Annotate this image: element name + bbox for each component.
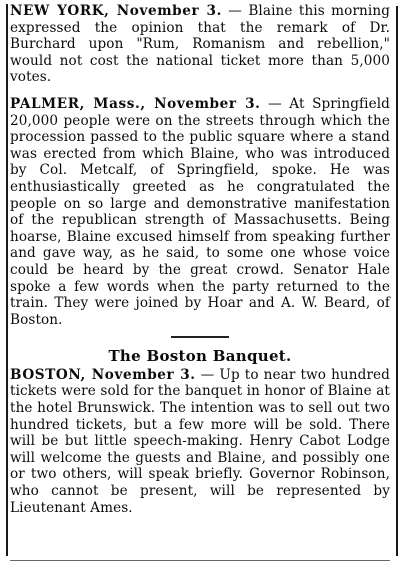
article-boston-text: — Up to near two hundred tickets were sold for the banquet in honor of Blaine at the hotel Brunswick. The intention was to sell out two hundred tickets, but a few more will be sold. There will be but little speech-making. Henry Cabot Lodge will welcome the guests and Blaine, and possibly one or two others, will speak briefly. Governor Robinson, who cannot be present, will be represented by Lieutenant Ames. [10,366,390,516]
article-new-york-text: — Blaine this morning expressed the opinion that the remark of Dr. Burchard upon "Rum, Romanism and rebellion," would not cost the national ticket more than 5,000 votes. [10,3,390,86]
headline-boston-banquet: The Boston Banquet. [108,347,292,366]
article-new-york [10,3,390,86]
dateline-palmer: PALMER, Mass., November 3. [10,95,261,112]
section-divider [171,336,229,338]
dateline-new-york: NEW YORK, November 3. [10,3,222,19]
article-palmer-text: — At Springfield 20,000 people were on the streets through which the procession passed to the public square where a stand was erected from which Blaine, who was introduced by Col. Metcalf, of Springfield, spoke. He was enthusiastically greeted as he congratulated the people on so large and demonstrative manifestation of the republican strength of Massachusetts. Being hoarse, Blaine excused himself from speaking further and gave way, as he said, to some one whose voice could be heard by the great crowd. Senator Hale spoke a few words when the party returned to the train. They were joined by Hoar and A. W. Beard, of Boston. [10,95,390,328]
column-rule-right [396,6,398,556]
article-palmer [10,96,390,328]
column-rule-left [6,4,8,556]
dateline-boston: BOSTON, November 3. [10,366,196,383]
article-boston [10,367,390,516]
newspaper-column [10,0,390,563]
column-bottom-rule [10,560,390,561]
